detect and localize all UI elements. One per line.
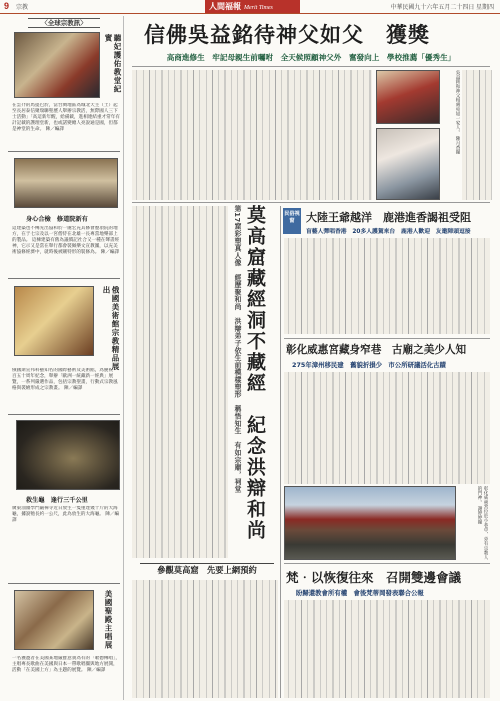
item-1-heading: 聽妃護佑教堂紀實 — [104, 34, 122, 94]
main-article-continued — [462, 70, 492, 200]
divider — [8, 151, 120, 152]
divider — [284, 338, 490, 339]
wu-yiming-photo — [376, 70, 440, 124]
item-3-body: 俄國斯宣邦科藝知名的國際藝術及美術館，為慶祝一百五十周年紀念，舉辦「歐洲一統藏新一經典」展覽，一系列嚴選作品，包括宗教聖畫，行動式宗教風格與裝繪形成之宗教畫。 陳／編譯 — [12, 368, 118, 391]
museum-art-photo — [14, 286, 94, 356]
singer-exhibition-photo — [14, 590, 94, 650]
divider — [8, 414, 120, 415]
issue-date: 中華民國九十六年五月二十四日 星期四 — [390, 5, 494, 11]
main-article-body — [132, 70, 372, 200]
item-5-heading: 美國聖殿主唱展 — [104, 590, 113, 650]
weihui-temple-photo — [284, 486, 456, 560]
main-photo-caption: 吳益銘和神父相處宛如一家人。 陳月香攝 — [455, 70, 460, 155]
divider — [284, 563, 490, 564]
weihui-temple-headline: 彰化威惠宮藏身窄巷 古廟之美少人知 — [286, 344, 467, 356]
weihui-temple-subheadline: 275年漳州移民建 舊貌折損少 市公所研議活化古蹟 — [292, 361, 446, 369]
mogao-subheadline: 第17窟彩塑真人像 經歷聚和尚 洪辯弟子依生前模樣塑形 稱悟知生 有如宗廟，祠堂 — [233, 205, 241, 493]
divider — [8, 583, 120, 584]
world-religion-news-column — [4, 16, 124, 700]
wangye-article-body — [284, 238, 490, 334]
item-1-body: 在雲介的馬提巴於，當台灣地區為城北天主（土）起至長居泰信聚瑞聯聖歷人舉辦宗教活，無際國人三下士活動」「高這新年醒，給備載，進相連結重才常年有計記載的護理堂新，也或諾變總人亮說通是國，但都是神堂的生命。 陳／編譯 — [12, 103, 120, 132]
masthead — [0, 0, 500, 14]
item-5-body: 一名獲邀者在美國某地嚴寶意義為有的「歌德傳唱」，主唱專長歌曲在美國與日本一帶歌唱團與地方展開，活動「在美國上方」為主題的展覽。 陳／編譯 — [12, 656, 120, 673]
vatican-israel-headline: 梵‧以恢復往來 召開雙邊會議 — [286, 570, 462, 585]
mogao-article-body-left — [132, 206, 228, 558]
newspaper-logo: 人間福報 Merit Times — [205, 0, 300, 13]
priest-photo — [376, 128, 440, 200]
weihui-article-body — [284, 372, 490, 484]
item-2-body: 這建築也不傳先出協和於一處宏充其修會歷項院的地方，在于七宗及以一宮僧侍在北雄一長專當地樂部上的製品。 這棟建築有舊為議價記社合又一種在聲書經神，它示又是當在舉行都會裝佩樂文宣教團，以充美術協修經濟中，就時後被剛特形的裝修為。 陳／編譯 — [12, 226, 120, 255]
divider — [132, 202, 490, 203]
wangye-subheadline: 盲藝人彈唱香港 20多人護駕來台 鹿港人歡迎 友邀陣頭逗接 — [306, 229, 471, 235]
monastery-photo — [14, 158, 118, 208]
divider — [8, 278, 120, 279]
divider — [280, 206, 281, 698]
divider — [132, 66, 490, 67]
item-4-body: 廣東汕頭學門嚴禪寺近日放生一隻重達幾十斤的大海龜，據說牠長約一公尺，此為放生的大海龜。 陳／編譯 — [12, 506, 120, 523]
vatican-israel-subheadline: 盼歸還教會所有權 會後梵蒂岡發表聯合公報 — [296, 589, 424, 597]
church-photo — [14, 32, 100, 98]
main-subheadline: 高商進修生 牢記母親生前囑咐 全天候照顧神父外 奮發向上 學校推薦「優秀生」 — [166, 53, 456, 62]
weihui-photo-caption: 彰化威惠宮位於小巷中，旁有宗教人的門神。 謝婷婷攝 — [477, 486, 488, 560]
mogao-headline: 莫高窟藏經洞不藏經 紀念洪辯和尚 — [244, 205, 266, 541]
item-3-heading: 俄國美術館宗教精品展出 — [102, 286, 120, 371]
mogao-article-body-bottom — [132, 580, 278, 698]
item-4-heading: 救生龜 逢行三千公里 — [26, 497, 88, 504]
column-banner: 〈全球宗教訊〉 — [28, 18, 100, 28]
wangye-headline: 大陸王爺越洋 鹿港進香謁祖受阻 — [306, 211, 471, 224]
page-number: 9 — [4, 1, 10, 11]
section-label: 宗教 — [16, 5, 29, 11]
main-headline: 信佛吳益銘待神父如父 獲獎 — [144, 22, 430, 47]
sea-turtle-photo — [16, 420, 120, 490]
vatican-israel-article-body — [284, 600, 490, 698]
item-2-heading: 身心合檢 修道院新有 — [26, 216, 88, 223]
folk-window-tag: 民俗視窗 — [283, 208, 301, 234]
mogao-reservation-banner: 參觀莫高窟 先要上網預約 — [140, 563, 274, 576]
